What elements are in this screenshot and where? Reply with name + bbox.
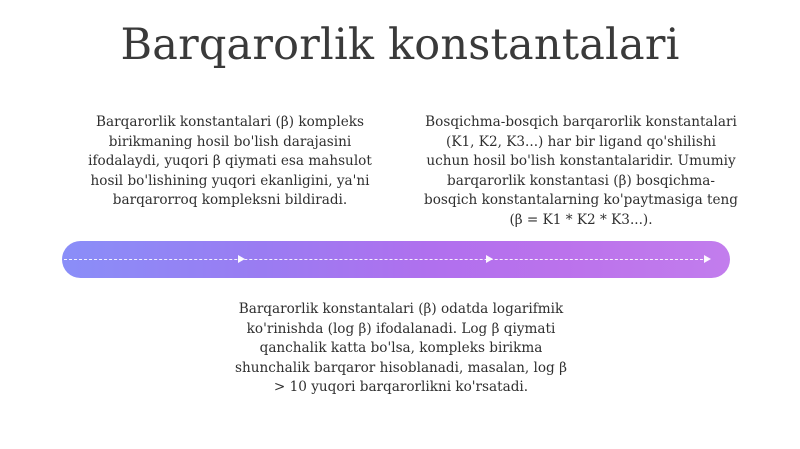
slide-title: Barqarorlik konstantalari xyxy=(120,20,680,70)
timeline-bar xyxy=(62,241,730,278)
text-block-left: Barqarorlik konstantalari (β) kompleks birikmaning hosil bo'lish darajasini ifodalaydi, yuqori β qiymati esa mahsulot hosil bo'lishining yuqori ekanligini, ya'ni barqarorroq kompleksni bildiradi. xyxy=(88,114,372,208)
timeline-dashed-line xyxy=(64,259,708,260)
arrow-right-icon xyxy=(486,255,493,263)
text-block-right: Bosqichma-bosqich barqarorlik konstantalari (K1, K2, K3...) har bir ligand qo'shilishi uchun hosil bo'lish konstantalaridir. Umumiy barqarorlik konstantasi (β) bosqichma-bosqich konstantalarning ko'paytmasiga teng (β = K1 * K2 * K3...). xyxy=(424,114,738,228)
arrow-right-icon xyxy=(704,255,711,263)
text-block-bottom: Barqarorlik konstantalari (β) odatda logarifmik ko'rinishda (log β) ifodalanadi. Log β qiymati qanchalik katta bo'lsa, kompleks birikma shunchalik barqaror hisoblanadi, masalan, log β > 10 yuqori barqarorlikni ko'rsatadi. xyxy=(235,301,567,395)
arrow-right-icon xyxy=(238,255,245,263)
